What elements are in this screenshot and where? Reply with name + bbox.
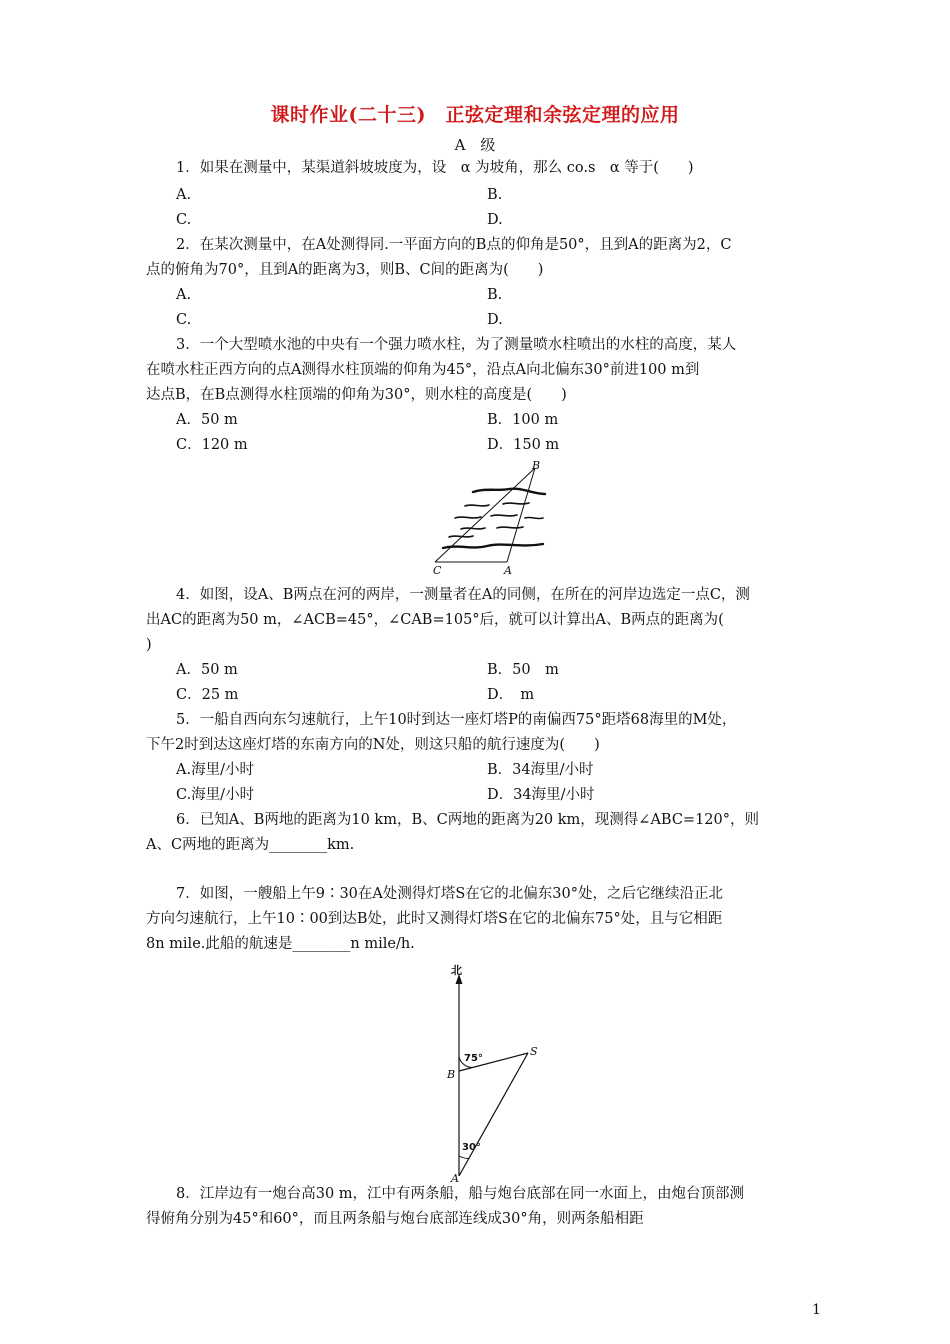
q4-line2: 出AC的距离为50 m，∠ACB=45°，∠CAB=105°后，就可以计算出A、B两点的距离为( <box>146 612 724 628</box>
segment-cb <box>435 468 535 562</box>
river-figure <box>425 458 565 578</box>
page-title: 课时作业(二十三) 正弦定理和余弦定理的应用 <box>270 104 680 126</box>
q3-line1: 3．一个大型喷水池的中央有一个强力喷水柱，为了测量喷水柱喷出的水柱的高度，某人 <box>176 337 737 353</box>
fig1-label-b: B <box>532 459 541 472</box>
q7-line2: 方向匀速航行，上午10∶00到达B处，此时又测得灯塔S在它的北偏东75°处，且与它相距 <box>146 911 723 927</box>
q2-option-c: C. <box>176 312 192 328</box>
q2-option-a: A. <box>176 287 192 303</box>
q5-option-b: B．34海里/小时 <box>487 762 594 778</box>
fig1-label-c: C <box>433 564 442 577</box>
q6-line2: A、C两地的距离为________km. <box>146 837 355 853</box>
q1-option-b: B. <box>487 187 503 203</box>
q5-option-c: C.海里/小时 <box>176 787 255 803</box>
fig2-label-a: A <box>451 1172 459 1185</box>
q8-line2: 得俯角分别为45°和60°，而且两条船与炮台底部连线成30°角，则两条船相距 <box>146 1211 644 1227</box>
q4-option-b: B．50 m <box>487 662 559 678</box>
river-bank-top <box>473 489 545 494</box>
q6-line1: 6．已知A、B两地的距离为10 km，B、C两地的距离为20 km，现测得∠ABC=120°，则 <box>176 812 760 828</box>
lighthouse-figure <box>440 960 560 1185</box>
fig1-label-a: A <box>504 564 512 577</box>
level-heading: A 级 <box>454 136 496 154</box>
q8-line1: 8．江岸边有一炮台高30 m，江中有两条船，船与炮台底部在同一水面上，由炮台顶部测 <box>176 1186 745 1202</box>
q1-option-c: C. <box>176 212 192 228</box>
q4-option-d: D． m <box>487 687 535 703</box>
q7-line3: 8n mile.此船的航速是________n mile/h. <box>146 936 415 952</box>
page-number: 1 <box>812 1302 821 1318</box>
q5-line2: 下午2时到达这座灯塔的东南方向的N处，则这只船的航行速度为( ) <box>146 737 600 753</box>
q7-line1: 7．如图，一艘船上午9∶30在A处测得灯塔S在它的北偏东30°处，之后它继续沿正北 <box>176 886 724 902</box>
q3-line3: 达点B，在B点测得水柱顶端的仰角为30°，则水柱的高度是( ) <box>146 387 567 403</box>
q4-option-c: C．25 m <box>176 687 239 703</box>
q1-stem: 1．如果在测量中，某渠道斜坡坡度为，设 α 为坡角，那么 co.s α 等于( ) <box>176 160 694 176</box>
segment-ab <box>507 468 535 562</box>
fig2-angle-75: 75° <box>464 1053 483 1064</box>
angle-30-arc <box>459 1156 469 1159</box>
q4-line1: 4．如图，设A、B两点在河的两岸，一测量者在A的同侧，在所在的河岸边选定一点C，测 <box>176 587 750 603</box>
q5-option-a: A.海里/小时 <box>176 762 254 778</box>
q3-option-d: D．150 m <box>487 437 560 453</box>
q4-option-a: A．50 m <box>176 662 238 678</box>
fig2-angle-30: 30° <box>462 1142 481 1153</box>
fig2-label-b: B <box>447 1068 456 1081</box>
segment-as <box>459 1053 528 1176</box>
river-waves <box>449 503 543 537</box>
river-bank-bottom <box>443 544 543 548</box>
q2-option-b: B. <box>487 287 503 303</box>
q4-line3: ) <box>146 637 152 653</box>
q2-option-d: D. <box>487 312 503 328</box>
q5-line1: 5．一船自西向东匀速航行，上午10时到达一座灯塔P的南偏西75°距塔68海里的M处， <box>176 712 737 728</box>
q2-line1: 2．在某次测量中，在A处测得同.一平面方向的B点的仰角是50°，且到A的距离为2，C <box>176 237 732 253</box>
q3-option-c: C．120 m <box>176 437 248 453</box>
q3-option-a: A．50 m <box>176 412 238 428</box>
q5-option-d: D．34海里/小时 <box>487 787 595 803</box>
fig2-north-label: 北 <box>451 964 462 977</box>
q1-option-a: A. <box>176 187 192 203</box>
fig2-label-s: S <box>530 1045 538 1058</box>
q3-line2: 在喷水柱正西方向的点A测得水柱顶端的仰角为45°，沿点A向北偏东30°前进100 m到 <box>146 362 700 378</box>
q2-line2: 点的俯角为70°，且到A的距离为3，则B、C间的距离为( ) <box>146 262 544 278</box>
q1-option-d: D. <box>487 212 503 228</box>
q3-option-b: B．100 m <box>487 412 559 428</box>
